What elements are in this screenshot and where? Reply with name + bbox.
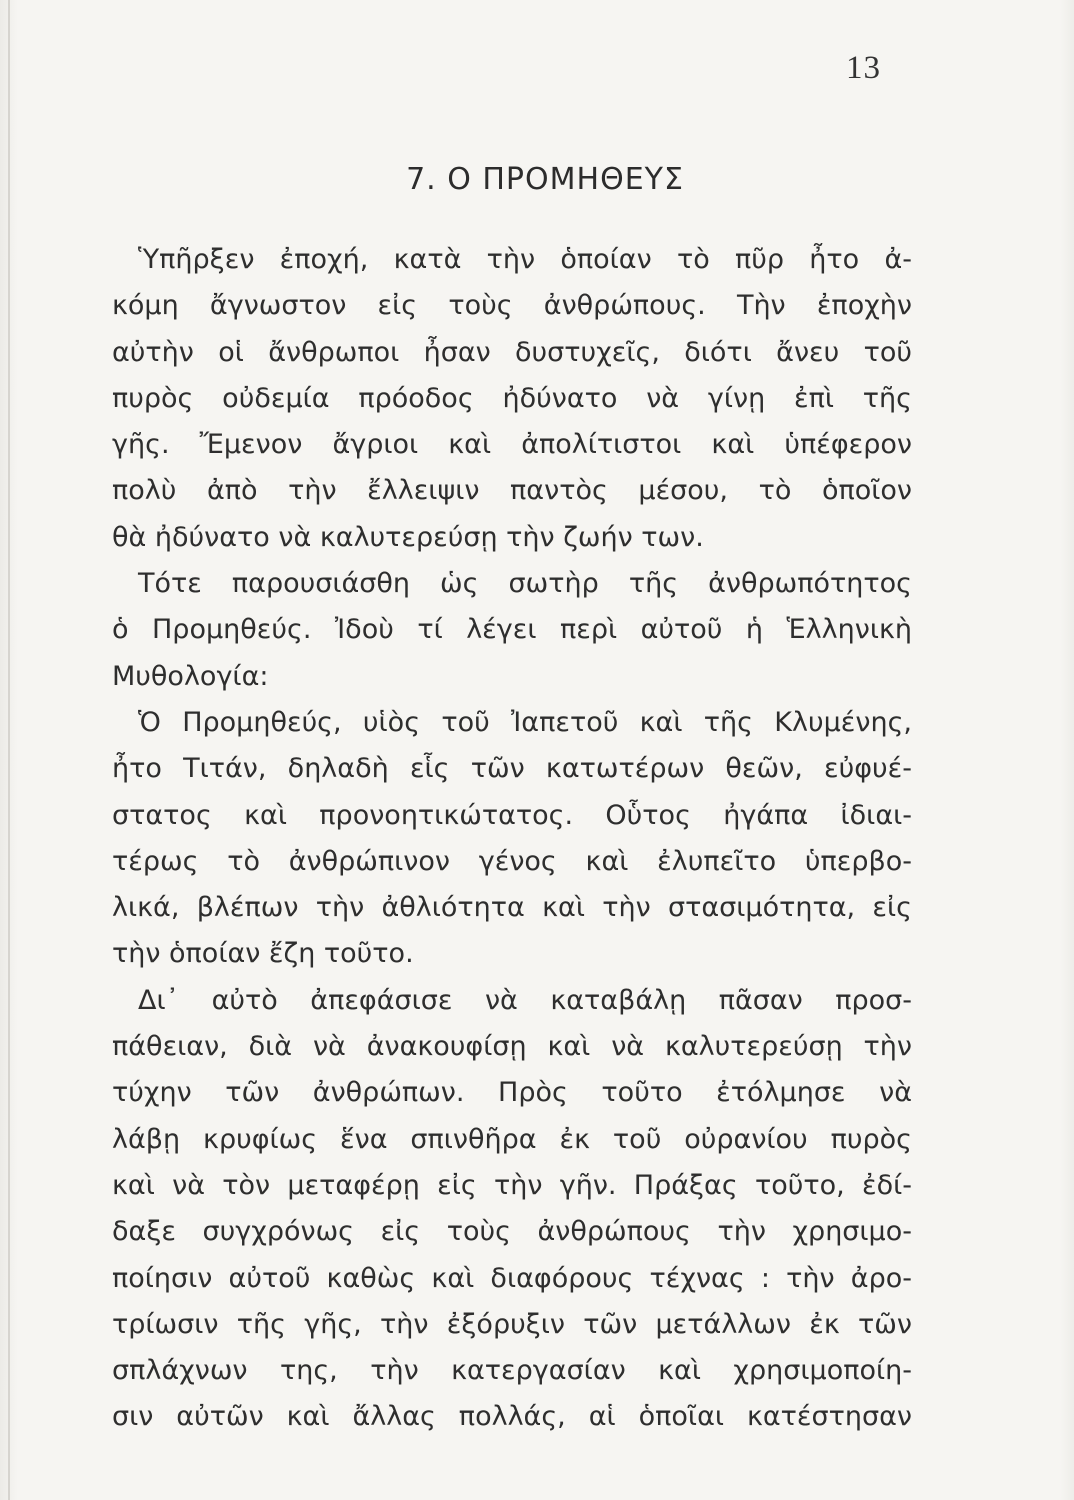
- text-line: Ὁ Προμηθεύς, υἱὸς τοῦ Ἰαπετοῦ καὶ τῆς Κλυμένης,: [138, 706, 912, 738]
- text-line: θὰ ἠδύνατο νὰ καλυτερεύσῃ τὴν ζωήν των.: [112, 521, 704, 553]
- text-line: λικά, βλέπων τὴν ἀθλιότητα καὶ τὴν στασιμότητα, εἰς: [112, 892, 912, 924]
- body-text: [112, 237, 912, 1441]
- text-line: κόμη ἄγνωστον εἰς τοὺς ἀνθρώπους. Τὴν ἐποχὴν: [112, 290, 912, 322]
- text-line: ὁ Προμηθεύς. Ἰδοὺ τί λέγει περὶ αὐτοῦ ἡ Ἑλληνικὴ: [112, 614, 912, 646]
- chapter-title: 7. Ο ΠΡΟΜΗΘΕΥΣ: [406, 162, 684, 197]
- text-line: λάβῃ κρυφίως ἕνα σπινθῆρα ἐκ τοῦ οὐρανίου πυρὸς: [112, 1123, 912, 1155]
- text-line: δαξε συγχρόνως εἰς τοὺς ἀνθρώπους τὴν χρησιμο-: [112, 1216, 912, 1248]
- text-line: γῆς. Ἔμενον ἄγριοι καὶ ἀπολίτιστοι καὶ ὑπέφερον: [112, 429, 912, 461]
- text-line: καὶ νὰ τὸν μεταφέρῃ εἰς τὴν γῆν. Πράξας τοῦτο, ἐδί-: [112, 1169, 912, 1201]
- text-line: πολὺ ἀπὸ τὴν ἔλλειψιν παντὸς μέσου, τὸ ὁποῖον: [112, 475, 912, 507]
- text-line: Δι᾿ αὐτὸ ἀπεφάσισε νὰ καταβάλῃ πᾶσαν προσ-: [138, 984, 912, 1016]
- text-line: ποίησιν αὐτοῦ καθὼς καὶ διαφόρους τέχνας : τὴν ἀρο-: [112, 1262, 912, 1294]
- text-line: αὐτὴν οἱ ἄνθρωποι ἦσαν δυστυχεῖς, διότι ἄνευ τοῦ: [112, 336, 912, 368]
- text-line: Ὑπῆρξεν ἐποχή, κατὰ τὴν ὁποίαν τὸ πῦρ ἦτο ἀ-: [138, 244, 912, 275]
- text-line: σιν αὐτῶν καὶ ἄλλας πολλάς, αἱ ὁποῖαι κατέστησαν: [112, 1401, 912, 1433]
- binding-edge: [8, 0, 10, 1500]
- text-line: τέρως τὸ ἀνθρώπινον γένος καὶ ἐλυπεῖτο ὑπερβο-: [112, 845, 912, 877]
- text-line: τύχην τῶν ἀνθρώπων. Πρὸς τοῦτο ἐτόλμησε νὰ: [112, 1077, 912, 1109]
- text-line: Μυθολογία:: [112, 660, 269, 692]
- text-line: ἦτο Τιτάν, δηλαδὴ εἷς τῶν κατωτέρων θεῶν, εὐφυέ-: [112, 753, 912, 785]
- text-line: σπλάχνων της, τὴν κατεργασίαν καὶ χρησιμοποίη-: [112, 1355, 912, 1387]
- text-line: τὴν ὁποίαν ἔζη τοῦτο.: [112, 938, 414, 970]
- text-line: στατος καὶ προνοητικώτατος. Οὗτος ἠγάπα ἰδιαι-: [112, 799, 912, 831]
- text-line: πάθειαν, διὰ νὰ ἀνακουφίσῃ καὶ νὰ καλυτερεύσῃ τὴν: [112, 1031, 912, 1063]
- text-line: Τότε παρουσιάσθη ὡς σωτὴρ τῆς ἀνθρωπότητος: [138, 568, 912, 600]
- text-line: πυρὸς οὐδεμία πρόοδος ἠδύνατο νὰ γίνῃ ἐπὶ τῆς: [112, 382, 912, 414]
- text-line: τρίωσιν τῆς γῆς, τὴν ἐξόρυξιν τῶν μετάλλων ἐκ τῶν: [112, 1308, 912, 1340]
- page-number: 13: [846, 50, 881, 86]
